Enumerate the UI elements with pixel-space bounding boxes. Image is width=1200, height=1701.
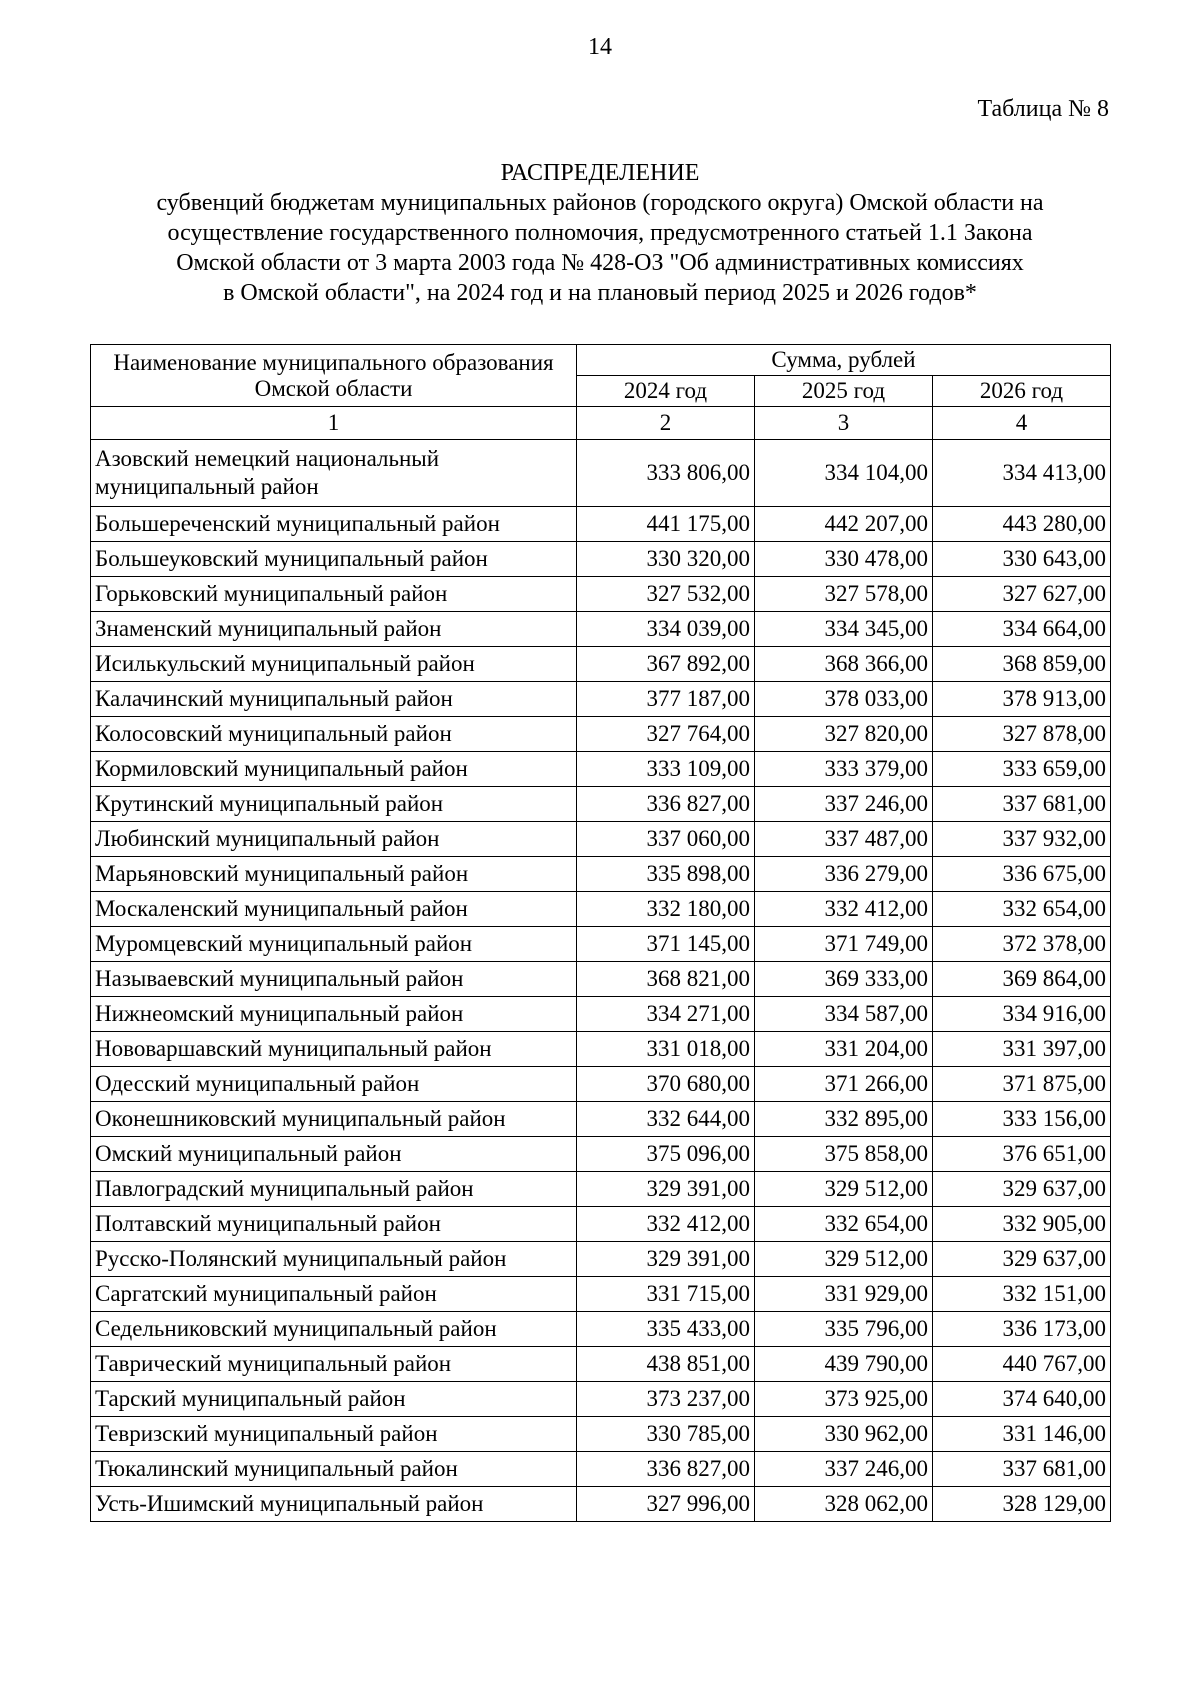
amount-2025: 337 487,00	[755, 822, 933, 857]
title-line: в Омской области", на 2024 год и на плановый период 2025 и 2026 годов*	[223, 280, 977, 306]
table-row	[91, 997, 1111, 1032]
municipality-name: Усть-Ишимский муниципальный район	[91, 1487, 577, 1522]
amount-2024: 373 237,00	[577, 1382, 755, 1417]
municipality-name: Нижнеомский муниципальный район	[91, 997, 577, 1032]
amount-2026: 440 767,00	[933, 1347, 1111, 1382]
table-row	[91, 1067, 1111, 1102]
municipality-name: Колосовский муниципальный район	[91, 717, 577, 752]
amount-2024: 375 096,00	[577, 1137, 755, 1172]
table-row	[91, 1417, 1111, 1452]
header-sum: Сумма, рублей	[577, 345, 1111, 376]
municipality-name: Тевризский муниципальный район	[91, 1417, 577, 1452]
amount-2026: 329 637,00	[933, 1242, 1111, 1277]
title-heading: РАСПРЕДЕЛЕНИЕ	[500, 160, 700, 186]
municipality-name: Москаленский муниципальный район	[91, 892, 577, 927]
municipality-name: Исилькульский муниципальный район	[91, 647, 577, 682]
title-line: Омской области от 3 марта 2003 года № 428-ОЗ "Об административных комиссиях	[176, 250, 1024, 276]
amount-2024: 333 109,00	[577, 752, 755, 787]
amount-2025: 327 820,00	[755, 717, 933, 752]
amount-2026: 369 864,00	[933, 962, 1111, 997]
amount-2025: 336 279,00	[755, 857, 933, 892]
amount-2024: 331 018,00	[577, 1032, 755, 1067]
table-row	[91, 1242, 1111, 1277]
amount-2024: 330 785,00	[577, 1417, 755, 1452]
table-row	[91, 717, 1111, 752]
municipality-name: Нововаршавский муниципальный район	[91, 1032, 577, 1067]
table-row	[91, 440, 1111, 507]
amount-2026: 372 378,00	[933, 927, 1111, 962]
municipality-name: Омский муниципальный район	[91, 1137, 577, 1172]
amount-2024: 334 039,00	[577, 612, 755, 647]
amount-2025: 327 578,00	[755, 577, 933, 612]
municipality-name: Русско-Полянский муниципальный район	[91, 1242, 577, 1277]
amount-2024: 337 060,00	[577, 822, 755, 857]
amount-2026: 330 643,00	[933, 542, 1111, 577]
municipality-name: Тюкалинский муниципальный район	[91, 1452, 577, 1487]
amount-2025: 337 246,00	[755, 787, 933, 822]
amount-2026: 378 913,00	[933, 682, 1111, 717]
amount-2026: 443 280,00	[933, 507, 1111, 542]
table-row	[91, 682, 1111, 717]
amount-2024: 334 271,00	[577, 997, 755, 1032]
municipality-name: Полтавский муниципальный район	[91, 1207, 577, 1242]
amount-2026: 327 627,00	[933, 577, 1111, 612]
table-row	[91, 962, 1111, 997]
distribution-table	[90, 344, 1111, 1522]
amount-2025: 334 104,00	[755, 440, 933, 507]
column-number: 4	[933, 407, 1111, 440]
amount-2025: 369 333,00	[755, 962, 933, 997]
municipality-name: Саргатский муниципальный район	[91, 1277, 577, 1312]
amount-2024: 367 892,00	[577, 647, 755, 682]
amount-2026: 334 664,00	[933, 612, 1111, 647]
amount-2024: 332 644,00	[577, 1102, 755, 1137]
amount-2026: 368 859,00	[933, 647, 1111, 682]
table-row	[91, 752, 1111, 787]
document-title	[90, 158, 1110, 308]
amount-2024: 331 715,00	[577, 1277, 755, 1312]
municipality-name: Любинский муниципальный район	[91, 822, 577, 857]
municipality-name: Горьковский муниципальный район	[91, 577, 577, 612]
amount-2025: 329 512,00	[755, 1172, 933, 1207]
amount-2026: 329 637,00	[933, 1172, 1111, 1207]
amount-2026: 332 654,00	[933, 892, 1111, 927]
page-number: 14	[588, 34, 612, 60]
column-number: 1	[91, 407, 577, 440]
header-year-2025: 2025 год	[755, 376, 933, 407]
amount-2026: 332 905,00	[933, 1207, 1111, 1242]
amount-2025: 368 366,00	[755, 647, 933, 682]
amount-2024: 329 391,00	[577, 1242, 755, 1277]
amount-2024: 327 764,00	[577, 717, 755, 752]
amount-2025: 331 204,00	[755, 1032, 933, 1067]
table-row	[91, 612, 1111, 647]
amount-2024: 370 680,00	[577, 1067, 755, 1102]
amount-2025: 332 895,00	[755, 1102, 933, 1137]
municipality-name: Муромцевский муниципальный район	[91, 927, 577, 962]
table-body	[91, 407, 1111, 1522]
table-row	[91, 647, 1111, 682]
amount-2025: 378 033,00	[755, 682, 933, 717]
amount-2025: 375 858,00	[755, 1137, 933, 1172]
amount-2025: 371 266,00	[755, 1067, 933, 1102]
amount-2024: 333 806,00	[577, 440, 755, 507]
amount-2026: 334 413,00	[933, 440, 1111, 507]
amount-2025: 331 929,00	[755, 1277, 933, 1312]
municipality-name: Одесский муниципальный район	[91, 1067, 577, 1102]
amount-2026: 336 675,00	[933, 857, 1111, 892]
amount-2026: 332 151,00	[933, 1277, 1111, 1312]
title-line: осуществление государственного полномочия, предусмотренного статьей 1.1 Закона	[167, 220, 1033, 246]
amount-2025: 330 478,00	[755, 542, 933, 577]
table-row	[91, 577, 1111, 612]
amount-2025: 334 587,00	[755, 997, 933, 1032]
municipality-name: Большеуковский муниципальный район	[91, 542, 577, 577]
table-row	[91, 1487, 1111, 1522]
amount-2026: 374 640,00	[933, 1382, 1111, 1417]
amount-2024: 332 412,00	[577, 1207, 755, 1242]
table-row	[91, 1137, 1111, 1172]
amount-2025: 373 925,00	[755, 1382, 933, 1417]
table-row	[91, 822, 1111, 857]
municipality-name: Оконешниковский муниципальный район	[91, 1102, 577, 1137]
amount-2026: 337 932,00	[933, 822, 1111, 857]
municipality-name: Азовский немецкий национальный муниципальный район	[91, 440, 577, 507]
amount-2024: 336 827,00	[577, 1452, 755, 1487]
amount-2025: 332 412,00	[755, 892, 933, 927]
municipality-name: Знаменский муниципальный район	[91, 612, 577, 647]
municipality-name: Тарский муниципальный район	[91, 1382, 577, 1417]
header-year-2026: 2026 год	[933, 376, 1111, 407]
table-row	[91, 787, 1111, 822]
title-line: субвенций бюджетам муниципальных районов (городского округа) Омской области на	[156, 190, 1044, 216]
column-number: 3	[755, 407, 933, 440]
table-row	[91, 1382, 1111, 1417]
municipality-name: Марьяновский муниципальный район	[91, 857, 577, 892]
amount-2024: 327 532,00	[577, 577, 755, 612]
header-year-2024: 2024 год	[577, 376, 755, 407]
amount-2024: 335 898,00	[577, 857, 755, 892]
amount-2024: 329 391,00	[577, 1172, 755, 1207]
table-row	[91, 542, 1111, 577]
municipality-name: Большереченский муниципальный район	[91, 507, 577, 542]
amount-2026: 376 651,00	[933, 1137, 1111, 1172]
amount-2025: 329 512,00	[755, 1242, 933, 1277]
municipality-name: Павлоградский муниципальный район	[91, 1172, 577, 1207]
amount-2026: 336 173,00	[933, 1312, 1111, 1347]
amount-2024: 335 433,00	[577, 1312, 755, 1347]
table-row	[91, 1207, 1111, 1242]
amount-2025: 439 790,00	[755, 1347, 933, 1382]
amount-2026: 334 916,00	[933, 997, 1111, 1032]
amount-2025: 332 654,00	[755, 1207, 933, 1242]
header-municipality: Наименование муниципального образования Омской области	[91, 345, 577, 407]
table-row	[91, 892, 1111, 927]
table-row	[91, 1452, 1111, 1487]
amount-2024: 332 180,00	[577, 892, 755, 927]
amount-2024: 441 175,00	[577, 507, 755, 542]
amount-2026: 337 681,00	[933, 1452, 1111, 1487]
municipality-name: Крутинский муниципальный район	[91, 787, 577, 822]
table-label: Таблица № 8	[977, 96, 1109, 122]
amount-2025: 442 207,00	[755, 507, 933, 542]
amount-2026: 331 146,00	[933, 1417, 1111, 1452]
amount-2024: 371 145,00	[577, 927, 755, 962]
amount-2025: 371 749,00	[755, 927, 933, 962]
amount-2024: 327 996,00	[577, 1487, 755, 1522]
amount-2025: 328 062,00	[755, 1487, 933, 1522]
column-number: 2	[577, 407, 755, 440]
municipality-name: Седельниковский муниципальный район	[91, 1312, 577, 1347]
amount-2026: 337 681,00	[933, 787, 1111, 822]
amount-2024: 330 320,00	[577, 542, 755, 577]
municipality-name: Называевский муниципальный район	[91, 962, 577, 997]
amount-2024: 438 851,00	[577, 1347, 755, 1382]
amount-2025: 330 962,00	[755, 1417, 933, 1452]
municipality-name: Калачинский муниципальный район	[91, 682, 577, 717]
amount-2024: 336 827,00	[577, 787, 755, 822]
amount-2025: 334 345,00	[755, 612, 933, 647]
table-row	[91, 927, 1111, 962]
municipality-name: Кормиловский муниципальный район	[91, 752, 577, 787]
table-row	[91, 857, 1111, 892]
amount-2026: 371 875,00	[933, 1067, 1111, 1102]
table-row	[91, 1277, 1111, 1312]
amount-2025: 335 796,00	[755, 1312, 933, 1347]
amount-2026: 333 659,00	[933, 752, 1111, 787]
amount-2026: 328 129,00	[933, 1487, 1111, 1522]
table-row	[91, 1347, 1111, 1382]
amount-2025: 337 246,00	[755, 1452, 933, 1487]
amount-2026: 327 878,00	[933, 717, 1111, 752]
amount-2026: 333 156,00	[933, 1102, 1111, 1137]
table-row	[91, 1032, 1111, 1067]
amount-2026: 331 397,00	[933, 1032, 1111, 1067]
table-row	[91, 507, 1111, 542]
table-row	[91, 1102, 1111, 1137]
table-row	[91, 1172, 1111, 1207]
column-number-row	[91, 407, 1111, 440]
municipality-name: Таврический муниципальный район	[91, 1347, 577, 1382]
table-row	[91, 1312, 1111, 1347]
amount-2024: 368 821,00	[577, 962, 755, 997]
amount-2025: 333 379,00	[755, 752, 933, 787]
amount-2024: 377 187,00	[577, 682, 755, 717]
